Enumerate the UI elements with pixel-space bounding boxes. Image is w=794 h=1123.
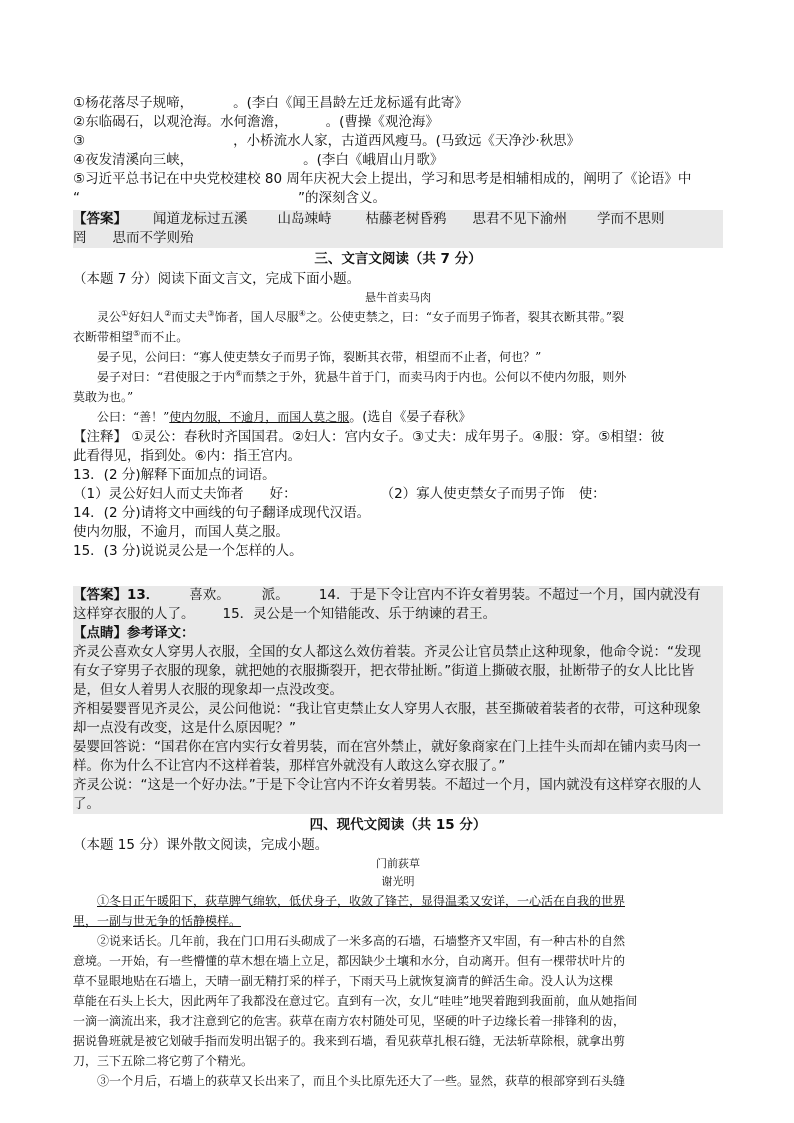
section-3-title: 三、文言文阅读（共 7 分）	[314, 251, 482, 267]
document-page: ①杨花落尽子规啼， 。(李白《闻王昌龄左迁龙标遥有此寄》 ②东临碣石，以观沧海。水何澹澹， 。(曹操《观沧海》 ③ ，小桥流水人家，古道西风瘦马。(马致远《天净沙·秋思》 ④夜发清溪向三峡， 。(李白《峨眉山月歌》 ⑤习近平总书记在中央党校建校 80 周年庆祝大会上提出，学习和思考是相辅相成的，阐明了《论语》中 “ ”的深刻含义。 【答案】 闻道龙标过五溪 山岛竦峙 枯藤老树昏鸦 思君不见下渝州 学而不思则 罔 思而不学则殆 三、文言文阅读（共 7 分） （本题 7 分）阅读下面文言文，完成下面小题。 悬牛首卖马肉 灵公①好妇人②而丈夫③饰者，国人尽服④之。公使吏禁之，曰：“女子而男子饰者，裂其衣断其带。”裂 衣断带相望⑤而不止。 晏子见，公问曰：“寡人使吏禁女子而男子饰，裂断其衣带，相望而不止者，何也？” 晏子对曰：“君使服之于内⑥而禁之于外，犹悬牛首于门，而卖马肉于内也。公何以不使内勿服，则外 莫敢为也。” 公曰：“善！”使内勿服，不逾月，而国人莫之服。(选自《晏子春秋》 【注释】 ①灵公：春秋时齐国国君。②妇人：宫内女子。③丈夫：成年男子。④服：穿。⑤相望：彼 此看得见，指到处。⑥内：指王宫内。 13．(2 分)解释下面加点的词语。 （1）灵公好妇人而丈夫饰者 好： （2）寡人使吏禁女子而男子饰 使： 14．(2 分)请将文中画线的句子翻译成现代汉语。 使内勿服，不逾月，而国人莫之服。 15．(3 分)说说灵公是一个怎样的人。 【答案】13． 喜欢。 派。 14．于是下令让宫内不许女着男装。不超过一个月，国内就没有 这样穿衣服的人了。 15．灵公是一个知错能改、乐于纳谏的君王。 【点睛】参考译文： 齐灵公喜欢女人穿男人衣服，全国的女人都这么效仿着装。齐灵公让官员禁止这种现象，他命令说：“发现 有女子穿男子衣服的现象，就把她的衣服撕裂开，把衣带扯断。”街道上撕破衣服，扯断带子的女人比比皆 是，但女人着男人衣服的现象却一点没改变。 齐相晏婴晋见齐灵公，灵公问他说：“我让官吏禁止女人穿男人衣服，甚至撕破着装者的衣带，可这种现象 却一点没有改变，这是什么原因呢？” 晏婴回答说：“国君你在宫内实行女着男装，而在宫外禁止，就好象商家在门上挂牛头而却在铺内卖马肉一 样。你为什么不让宫内不这样着装，那样宫外就没有人敢这么穿衣服了。” 齐灵公说：“这是一个好办法。”于是下令让宫内不许女着男装。不超过一个月，国内就没有这样穿衣服的人 了。 四、现代文阅读（共 15 分） （本题 15 分）课外散文阅读，完成小题。 门前荻草 谢光明 ①冬日正午暖阳下，荻草脾气绵软，低伏身子，收敛了锋芒，显得温柔又安详，一心活在自我的世界 里，一副与世无争的恬静模样。 ②说来话长。几年前，我在门口用石头砌成了一米多高的石墙，石墙整齐又牢固，有一种古朴的自然 意境。一开始，有一些懵懂的草木想在墙上立足，都因缺少土壤和水分，自动离开。但有一棵带状叶片的 草不显眼地贴在石墙上，天晴一副无精打采的样子，下雨天马上就恢复滴青的鲜活生命。没人认为这棵 草能在石头上长大，因此两年了我都没在意过它。直到有一次，女儿“哇哇”地哭着跑到我面前，血从她指间 一滴一滴流出来，我才注意到它的危害。荻草在南方农村随处可见，坚硬的叶子边缘长着一排锋利的齿， 据说鲁班就是被它划破手指而发明出锯子的。我来到石墙，看见荻草扎根石缝，无法斩草除根，就拿出剪 刀，三下五除二将它剪了个精光。 ③一个月后，石墙上的荻草又长出来了，而且个头比原先还大了一些。显然，荻草的根部穿到石头缝	[73, 94, 723, 1091]
modern-para-3: ③一个月后，石墙上的荻草又长出来了，而且个头比原先还大了一些。显然，荻草的根部穿到石头缝	[97, 1074, 626, 1088]
tip-label: 【点睛】参考译文：	[73, 625, 195, 641]
poem-line-5b: “ ”的深刻含义。	[73, 190, 386, 206]
classical-para-1b: 衣断带相望⑤而不止。	[73, 329, 189, 344]
poem-line-3: ③ ，小桥流水人家，古道西风瘦马。(马致远《天净沙·秋思》	[73, 133, 581, 149]
classical-para-3: 晏子对曰：“君使服之于内⑥而禁之于外，犹悬牛首于门，而卖马肉于内也。公何以不使内勿服，则外	[97, 369, 627, 384]
classical-para-1: 灵公①好妇人②而丈夫③饰者，国人尽服④之。公使吏禁之，曰：“女子而男子饰者，裂其衣断其带。”裂	[97, 309, 625, 324]
question-13: 13．(2 分)解释下面加点的词语。	[73, 467, 276, 483]
question-15: 15．(3 分)说说灵公是一个怎样的人。	[73, 543, 303, 559]
modern-para-2: ②说来话长。几年前，我在门口用石头砌成了一米多高的石墙，石墙整齐又牢固，有一种古朴的自然	[97, 934, 626, 948]
classical-para-3b: 莫敢为也。”	[73, 390, 134, 404]
section-4-title: 四、现代文阅读（共 15 分）	[309, 817, 487, 833]
article-author: 谢光明	[381, 875, 415, 888]
classical-para-4: 公曰：“善！”使内勿服，不逾月，而国人莫之服。(选自《晏子春秋》	[97, 410, 472, 425]
poem-line-5: ⑤习近平总书记在中央党校建校 80 周年庆祝大会上提出，学习和思考是相辅相成的，阐明了《论语》中	[73, 171, 692, 187]
poem-line-4: ④夜发清溪向三峡， 。(李白《峨眉山月歌》	[73, 152, 444, 168]
notes-line-1: 【注释】 ①灵公：春秋时齐国国君。②妇人：宫内女子。③丈夫：成年男子。④服：穿。⑤相望：彼	[73, 429, 665, 445]
question-14-sentence: 使内勿服，不逾月，而国人莫之服。	[73, 524, 289, 540]
section-4-intro: （本题 15 分）课外散文阅读，完成小题。	[73, 837, 329, 853]
poem-line-1: ①杨花落尽子规啼， 。(李白《闻王昌龄左迁龙标遥有此寄》	[73, 95, 468, 111]
question-14: 14．(2 分)请将文中画线的句子翻译成现代汉语。	[73, 505, 371, 521]
article-title-2: 门前荻草	[376, 857, 420, 870]
article-title-1: 悬牛首卖马肉	[365, 291, 431, 304]
question-13-items: （1）灵公好妇人而丈夫饰者 好： （2）寡人使吏禁女子而男子饰 使：	[73, 486, 606, 502]
modern-para-1b: 里，一副与世无争的恬静模样。	[73, 914, 242, 928]
section-3-intro: （本题 7 分）阅读下面文言文，完成下面小题。	[73, 271, 361, 287]
classical-para-2: 晏子见，公问曰：“寡人使吏禁女子而男子饰，裂断其衣带，相望而不止者，何也？”	[97, 350, 542, 364]
notes-line-2: 此看得见，指到处。⑥内：指王宫内。	[73, 448, 302, 464]
poem-line-2: ②东临碣石，以观沧海。水何澹澹， 。(曹操《观沧海》	[73, 114, 439, 130]
underlined-sentence: 使内勿服，不逾月，而国人莫之服	[169, 410, 350, 424]
answer-block-2: 【答案】13． 喜欢。 派。 14．于是下令让宫内不许女着男装。不超过一个月，国内就没有 这样穿衣服的人了。 15．灵公是一个知错能改、乐于纳谏的君王。 【点睛】参考译文： 齐灵公喜欢女人穿男人衣服，全国的女人都这么效仿着装。齐灵公让官员禁止这种现象，他命令说：“发现 有女子穿男子衣服的现象，就把她的衣服撕裂开，把衣带扯断。”街道上撕破衣服，扯断带子的女人比比皆 是，但女人着男人衣服的现象却一点没改变。 齐相晏婴晋见齐灵公，灵公问他说：“我让官吏禁止女人穿男人衣服，甚至撕破着装者的衣带，可这种现象 却一点没有改变，这是什么原因呢？” 晏婴回答说：“国君你在宫内实行女着男装，而在宫外禁止，就好象商家在门上挂牛头而却在铺内卖马肉一 样。你为什么不让宫内不这样着装，那样宫外就没有人敢这么穿衣服了。” 齐灵公说：“这是一个好办法。”于是下令让宫内不许女着男装。不超过一个月，国内就没有这样穿衣服的人 了。	[73, 586, 723, 814]
modern-para-1: ①冬日正午暖阳下，荻草脾气绵软，低伏身子，收敛了锋芒，显得温柔又安详，一心活在自我的世界	[97, 894, 626, 908]
answer-block-1: 【答案】 闻道龙标过五溪 山岛竦峙 枯藤老树昏鸦 思君不见下渝州 学而不思则 罔 思而不学则殆	[73, 210, 723, 248]
